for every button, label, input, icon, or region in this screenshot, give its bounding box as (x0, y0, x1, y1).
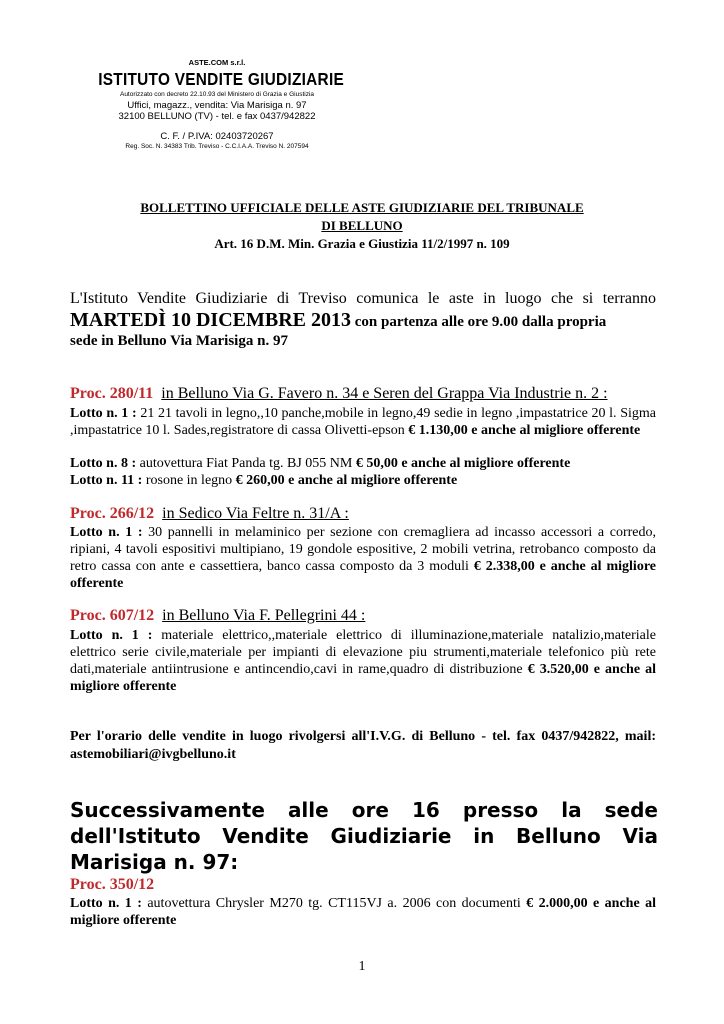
procedure-heading (70, 505, 349, 523)
lot-price: € 2.000,00 e anche al migliore offerente (70, 896, 656, 928)
lot-description: 21 21 tavoli in legno,,10 panche,mobile in legno,49 sedie in legno ,impastatrice 20 l. Sigma ,impastatrice 10 l. Sades,registratore di cassa Olivetti-epson (70, 406, 656, 438)
auction-start: con partenza alle ore 9.00 dalla propria (350, 314, 607, 330)
lot-price: € 50,00 e anche al migliore offerente (355, 456, 571, 471)
bulletin-reference: Art. 16 D.M. Min. Grazia e Giustizia 11/2/1997 n. 109 (214, 236, 510, 251)
lot-label: Lotto n. 8 : (70, 456, 137, 471)
lot-entry (70, 456, 570, 472)
procedure-number: Proc. 280/11 (70, 385, 154, 402)
lot-label: Lotto n. 1 : (70, 628, 153, 643)
authorization-note: Autorizzato con decreto 22.10.93 del Ministero di Grazia e Giustizia (119, 91, 315, 98)
lot-description: autovettura Fiat Panda tg. BJ 055 NM (136, 456, 356, 471)
lot-price: € 2.338,00 e anche al migliore offerente (70, 559, 656, 591)
lot-label: Lotto n. 11 : (70, 473, 143, 488)
auction-venue: sede in Belluno Via Marisiga n. 97 (70, 333, 288, 349)
lot-entry (70, 473, 457, 489)
bulletin-court: DI BELLUNO (321, 218, 403, 233)
lot-price: € 260,00 e anche al migliore offerente (235, 473, 458, 488)
tax-id: C. F. / P.IVA: 02403720267 (160, 131, 274, 142)
procedure-location: in Sedico Via Feltre n. 31/A : (162, 505, 349, 522)
lot-entry (70, 524, 656, 592)
lot-entry (70, 895, 656, 929)
procedure-location: in Belluno Via G. Favero n. 34 e Seren del Grappa Via Industrie n. 2 : (161, 385, 608, 402)
lot-label: Lotto n. 1 : (70, 896, 142, 911)
institute-title: ISTITUTO VENDITE GIUDIZIARIE (98, 69, 345, 89)
procedure-number: Proc. 607/12 (70, 607, 155, 624)
company-name: ASTE.COM s.r.l. (188, 58, 246, 67)
procedure-heading (70, 876, 154, 894)
intro-text: L'Istituto Vendite Giudiziarie di Treviso comunica le aste in luogo che si terranno (70, 290, 656, 307)
lot-description: rosone in legno (142, 473, 236, 488)
procedure-number: Proc. 350/12 (70, 876, 155, 893)
auction-date: MARTEDÌ 10 DICEMBRE 2013 (70, 309, 351, 331)
lot-entry (70, 627, 656, 695)
lot-description: autovettura Chrysler M270 tg. CT115VJ a. 2006 con documenti (141, 896, 527, 911)
registry-info: Reg. Soc. N. 34383 Trib. Treviso - C.C.I.A.A. Treviso N. 207594 (125, 143, 309, 150)
procedure-heading (70, 607, 365, 625)
procedure-location: in Belluno Via F. Pellegrini 44 : (162, 607, 366, 624)
lot-description: 30 pannelli in melaminico per sezione con cremagliera ad incasso accessori a corredo, ripiani, 4 tavoli espositivi multipiano, 19 gondole espositive, 2 mobili vetrina, retrobanco composto da retro cassa con ante e cassettiera, banco cassa composto da 3 moduli (70, 525, 656, 574)
lot-label: Lotto n. 1 : (70, 525, 143, 540)
procedure-heading (70, 385, 608, 403)
lot-entry (70, 405, 656, 439)
lot-label: Lotto n. 1 : (70, 406, 137, 421)
contact-info: Per l'orario delle vendite in luogo rivolgersi all'I.V.G. di Belluno - tel. fax 0437/942822, mail: astemobiliari@ivgbelluno.it (70, 729, 656, 762)
procedure-number: Proc. 266/12 (70, 505, 155, 522)
bulletin-title: BOLLETTINO UFFICIALE DELLE ASTE GIUDIZIARIE DEL TRIBUNALE (140, 200, 584, 215)
city-phone: 32100 BELLUNO (TV) - tel. e fax 0437/942822 (118, 111, 316, 122)
page-number: 1 (358, 959, 366, 974)
offices-address: Uffici, magazz., vendita: Via Marisiga n. 97 (127, 100, 307, 111)
afternoon-heading: Successivamente alle ore 16 presso la sede dell'Istituto Vendite Giudiziarie in Belluno Via Marisiga n. 97: (70, 798, 658, 874)
lot-price: € 3.520,00 e anche al migliore offerente (70, 662, 656, 694)
lot-description: materiale elettrico,,materiale elettrico di illuminazione,materiale natalizio,materiale elettrico serie civile,materiale per impianti di elevazione piu strumenti,materiale telefonico più rete dati,materiale antiintrusione e antincendio,cavi in rame,quadro di distribuzione (70, 628, 656, 677)
lot-price: € 1.130,00 e anche al migliore offerente (408, 423, 641, 438)
auction-date-line (70, 309, 606, 332)
